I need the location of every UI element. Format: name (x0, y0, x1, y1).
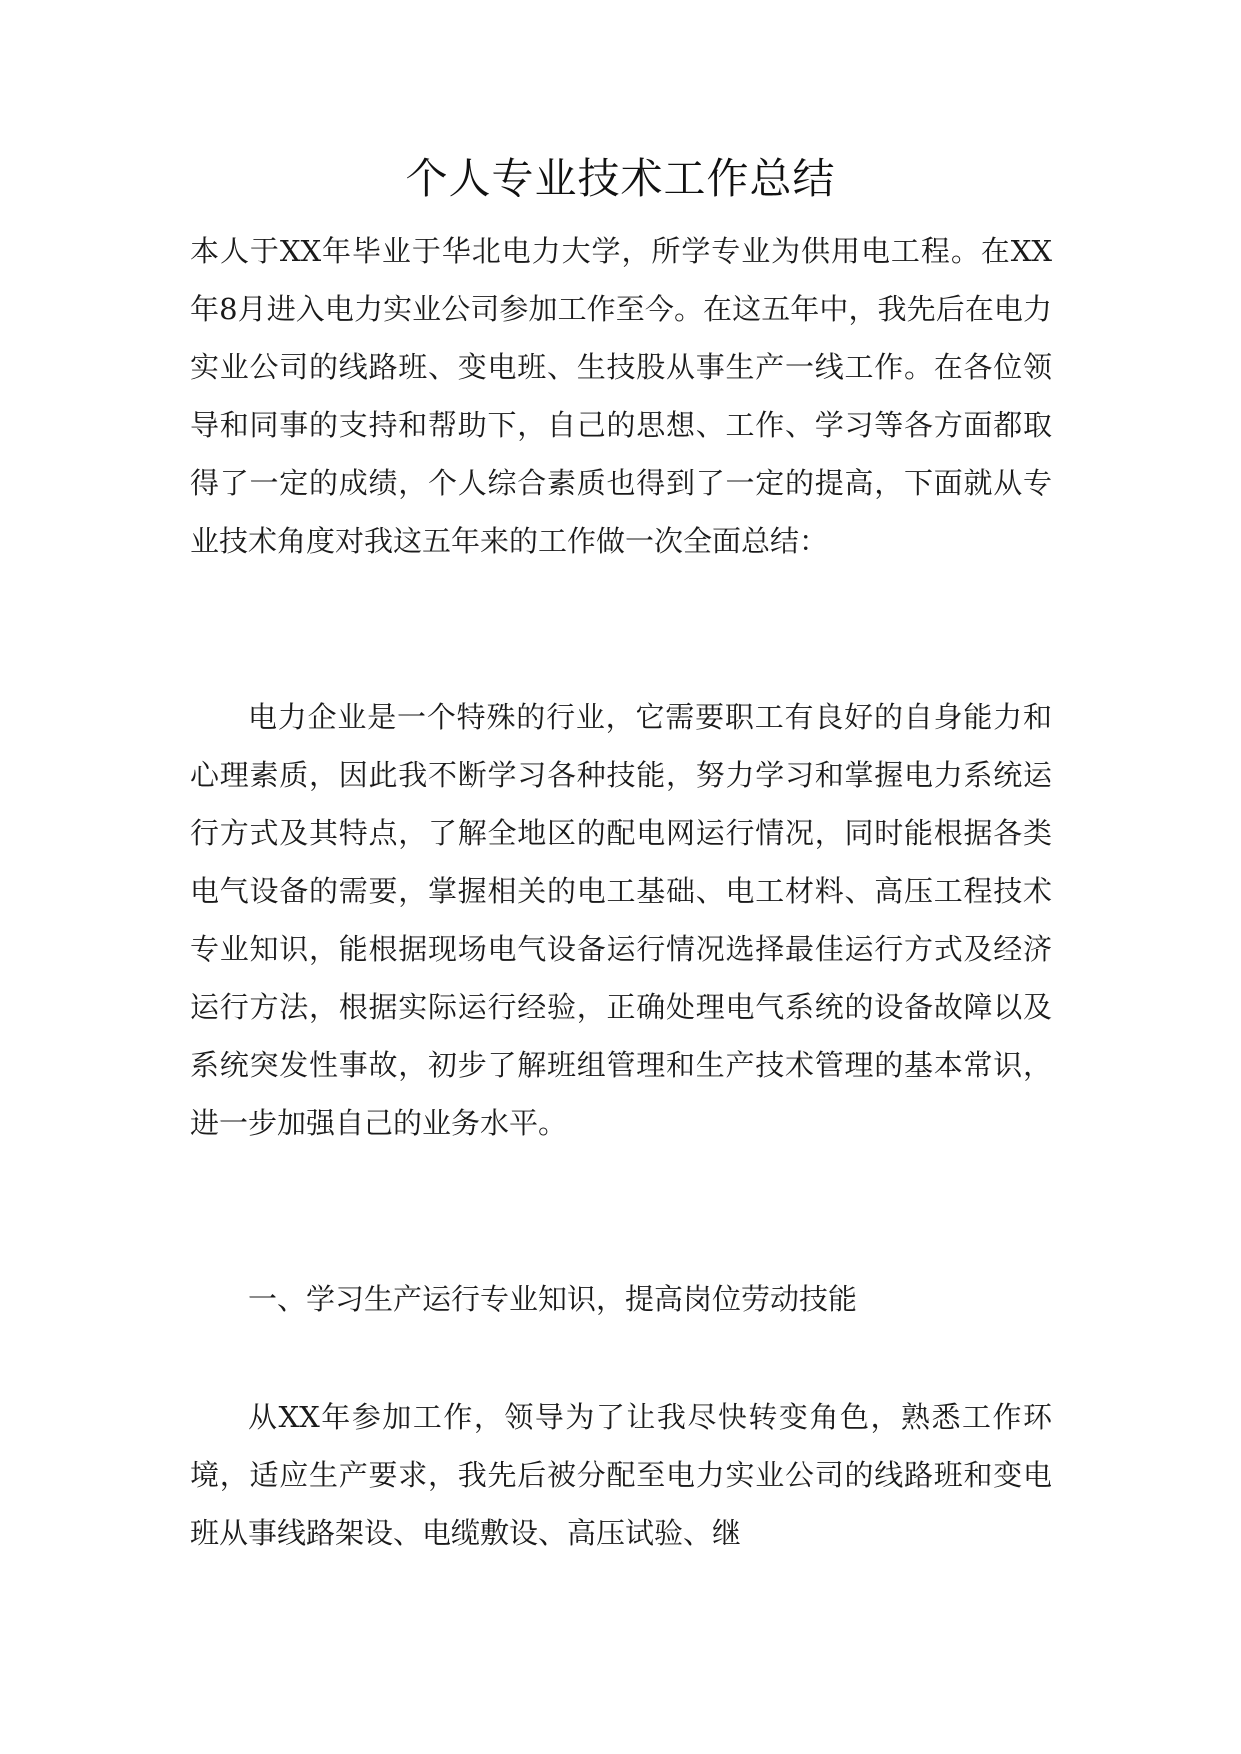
document-title: 个人专业技术工作总结 (405, 154, 836, 203)
section-1-paragraph: 从XX年参加工作，领导为了让我尽快转变角色，熟悉工作环境，适应生产要求，我先后被分配至电力实业公司的线路班和变电班从事线路架设、电缆敷设、高压试验、继 (190, 1400, 1052, 1550)
industry-paragraph: 电力企业是一个特殊的行业，它需要职工有良好的自身能力和心理素质，因此我不断学习各种技能，努力学习和掌握电力系统运行方式及其特点，了解全地区的配电网运行情况，同时能根据各类电气设备的需要，掌握相关的电工基础、电工材料、高压工程技术专业知识，能根据现场电气设备运行情况选择最佳运行方式及经济运行方法，根据实际运行经验，正确处理电气系统的设备故障以及系统突发性事故，初步了解班组管理和生产技术管理的基本常识，进一步加强自己的业务水平。 (190, 700, 1052, 1140)
intro-paragraph: 本人于XX年毕业于华北电力大学，所学专业为供用电工程。在XX年8月进入电力实业公司参加工作至今。在这五年中，我先后在电力实业公司的线路班、变电班、生技股从事生产一线工作。在各位领导和同事的支持和帮助下，自己的思想、工作、学习等各方面都取得了一定的成绩，个人综合素质也得到了一定的提高，下面就从专业技术角度对我这五年来的工作做一次全面总结： (190, 234, 1052, 558)
section-heading-1: 一、学习生产运行专业知识，提高岗位劳动技能 (248, 1282, 858, 1316)
